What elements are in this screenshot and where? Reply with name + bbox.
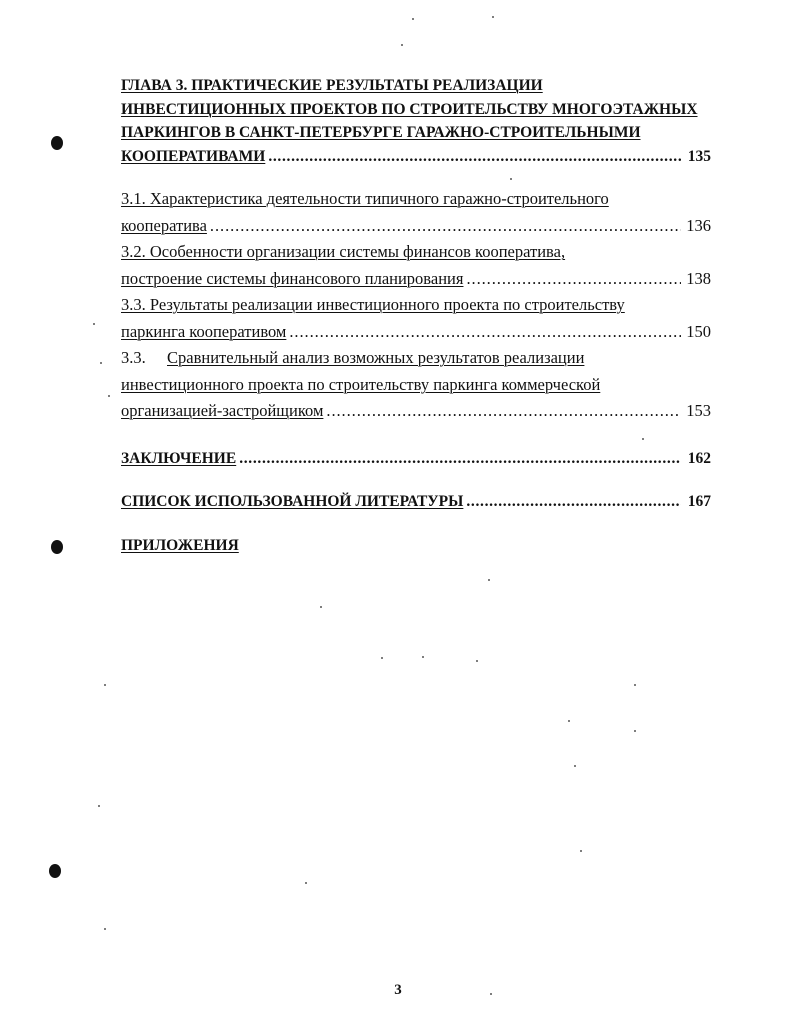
section-title-line: 3.3. Результаты реализации инвестиционного проекта по строительству — [121, 295, 625, 314]
dot-leader — [286, 319, 681, 346]
binder-hole-mark — [51, 540, 63, 554]
section-title-leader-line — [121, 266, 711, 293]
toc-entry-conclusion — [121, 447, 711, 471]
section-title-line: 3.2. Особенности организации системы финансов кооператива, — [121, 242, 566, 261]
section-title-line: 3.1. Характеристика деятельности типичного гаражно-строительного — [121, 189, 609, 208]
page-ref: 138 — [686, 268, 711, 288]
appendices-line — [121, 534, 711, 558]
scan-speck — [381, 657, 383, 659]
table-of-contents — [121, 74, 711, 557]
scan-speck — [492, 16, 494, 18]
appendices-label: ПРИЛОЖЕНИЯ — [121, 536, 239, 554]
scan-speck — [108, 395, 110, 397]
section-title-leader-line — [121, 213, 711, 240]
dot-leader — [265, 145, 681, 169]
section-title-line — [121, 345, 711, 372]
page-ref: 136 — [686, 215, 711, 235]
section-title-line: построение системы финансового планирования — [121, 268, 464, 288]
scan-speck — [104, 684, 106, 686]
bibliography-label: СПИСОК ИСПОЛЬЗОВАННОЙ ЛИТЕРАТУРЫ — [121, 493, 464, 510]
binder-hole-mark — [51, 136, 63, 150]
section-number: 3.3. — [121, 348, 146, 367]
section-title-line: паркинга кооперативом — [121, 321, 287, 341]
dot-leader — [463, 266, 681, 293]
page-ref: 150 — [686, 321, 711, 341]
dot-leader — [236, 447, 681, 471]
section-title-line: организацией-застройщиком — [121, 401, 324, 420]
page-ref: 153 — [686, 401, 711, 420]
scan-speck — [568, 720, 570, 722]
page-ref: 162 — [687, 449, 711, 467]
scan-speck — [574, 765, 576, 767]
dot-leader — [323, 398, 681, 425]
scan-speck — [580, 850, 582, 852]
page-ref: 167 — [687, 493, 711, 510]
scan-speck — [100, 362, 102, 364]
section-title-text: Сравнительный анализ возможных результатов реализации — [167, 348, 585, 367]
scan-speck — [93, 323, 95, 325]
scan-speck — [401, 44, 403, 46]
page-number: 3 — [394, 982, 402, 998]
bibliography-leader-line — [121, 490, 711, 514]
conclusion-leader-line — [121, 447, 711, 471]
scan-speck — [98, 805, 100, 807]
chapter-title-line: ГЛАВА 3. ПРАКТИЧЕСКИЕ РЕЗУЛЬТАТЫ РЕАЛИЗАЦИИ — [121, 77, 543, 94]
dot-leader — [207, 213, 681, 240]
scan-speck — [422, 656, 424, 658]
chapter-title-leader-line — [121, 145, 711, 169]
chapter-title-line: КООПЕРАТИВАМИ — [121, 147, 266, 165]
toc-entry-appendices — [121, 534, 711, 558]
toc-entry-section — [121, 345, 711, 425]
section-title-leader-line — [121, 319, 711, 346]
scan-speck — [305, 882, 307, 884]
chapter-title-line: ПАРКИНГОВ В САНКТ-ПЕТЕРБУРГЕ ГАРАЖНО-СТРОИТЕЛЬНЫМИ — [121, 124, 641, 141]
scan-speck — [476, 660, 478, 662]
scan-speck — [104, 928, 106, 930]
toc-entry-section — [121, 186, 711, 239]
chapter-title-line: ИНВЕСТИЦИОННЫХ ПРОЕКТОВ ПО СТРОИТЕЛЬСТВУ МНОГОЭТАЖНЫХ — [121, 100, 698, 118]
scan-speck — [488, 579, 490, 581]
scan-speck — [412, 18, 414, 20]
section-title-leader-line — [121, 398, 711, 425]
toc-entry-bibliography — [121, 490, 711, 514]
toc-entry-chapter-3 — [121, 74, 711, 168]
scan-speck — [320, 606, 322, 608]
binder-hole-mark — [49, 864, 61, 878]
section-title-line: инвестиционного проекта по строительству паркинга коммерческой — [121, 374, 601, 394]
scan-speck — [634, 730, 636, 732]
conclusion-label: ЗАКЛЮЧЕНИЕ — [121, 449, 237, 467]
scan-speck — [634, 684, 636, 686]
toc-entry-section — [121, 292, 711, 345]
dot-leader — [463, 490, 681, 514]
section-title-line: кооператива — [121, 215, 207, 235]
toc-entry-section — [121, 239, 711, 292]
page-ref: 135 — [687, 147, 711, 165]
